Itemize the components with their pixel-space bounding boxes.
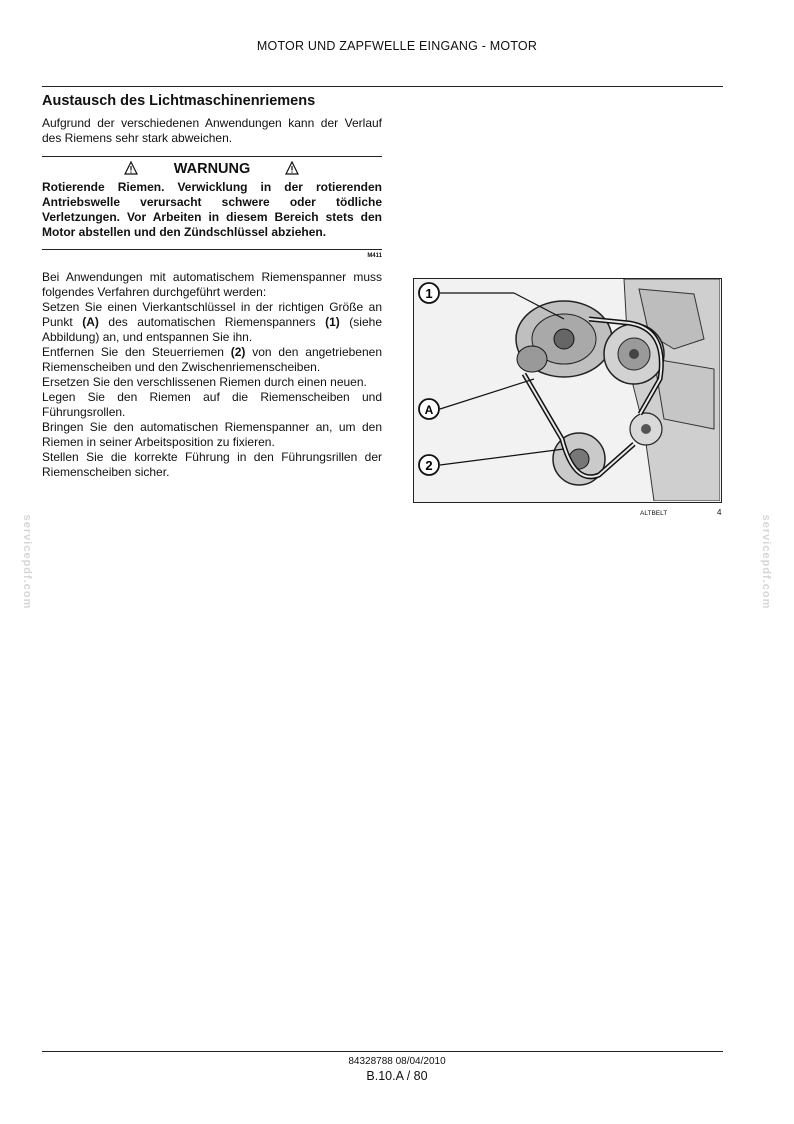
engine-belt-figure [413,278,722,503]
procedure-step: Stellen Sie die korrekte Führung in den Führungsrillen der Riemenscheiben sicher. [42,450,382,479]
section-intro: Aufgrund der verschiedenen Anwendungen kann der Verlauf des Riemens sehr stark abweichen. [42,116,382,145]
footer-rule [42,1051,723,1052]
procedure-step: Entfernen Sie den Steuerriemen (2) von den angetriebenen Riemenscheiben und den Zwischenriemenscheiben. [42,345,383,374]
svg-text:1: 1 [425,286,433,301]
engine-belt-illustration [414,279,720,501]
warning-text: Rotierende Riemen. Verwicklung in der rotierenden Antriebswelle verursacht schwere oder tödliche Verletzungen. Vor Arbeiten in diesem Bereich stets den Motor abstellen und den Zündschlüssel abziehen. [42,180,382,239]
watermark-left: servicepdf.com [21,514,33,610]
warning-bottom-rule [42,249,382,250]
warning-header [42,160,382,178]
page-reference: B.10.A / 80 [366,1069,428,1083]
procedure-step: Ersetzen Sie den verschlissenen Riemen durch einen neuen. [42,375,367,389]
document-id: 84328788 08/04/2010 [348,1056,446,1067]
figure-number: 4 [717,508,722,517]
svg-text:2: 2 [425,458,433,473]
procedure-step: Legen Sie den Riemen auf die Riemenscheiben und Führungsrollen. [42,390,382,419]
figure-caption: ALTBELT [640,510,668,517]
callout-2 [419,455,439,475]
callout-1 [419,283,439,303]
procedure-step: Setzen Sie einen Vierkantschlüssel in der richtigen Größe an Punkt (A) des automatischen Riemenspanners (1) (siehe Abbildung) an, und entspannen Sie ihn. [42,300,382,344]
callout-a [419,399,439,419]
procedure-step: Bringen Sie den automatischen Riemenspanner an, um den Riemen in seiner Arbeitsposition zu fixieren. [42,420,382,449]
procedure-text [42,270,382,480]
section-title: Austausch des Lichtmaschinenriemens [42,93,316,109]
watermark-right: servicepdf.com [760,514,772,610]
header-rule [42,86,723,87]
warning-title: WARNUNG [173,161,251,177]
running-header: MOTOR UND ZAPFWELLE EINGANG - MOTOR [256,39,538,53]
warning-code: M411 [367,253,382,259]
svg-text:A: A [424,403,434,417]
warning-top-rule [42,156,382,157]
warning-triangle-icon [285,161,299,175]
procedure-step: Bei Anwendungen mit automatischem Riemenspanner muss folgendes Verfahren durchgeführt werden: [42,270,382,299]
